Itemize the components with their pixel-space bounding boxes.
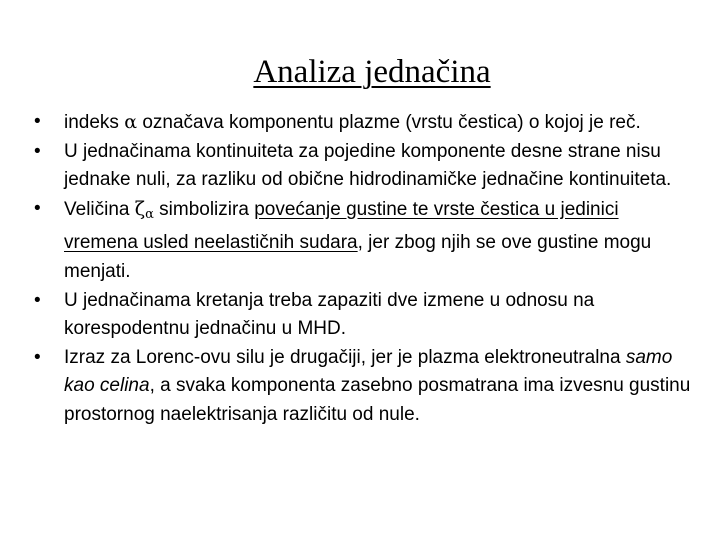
bullet-item-3 xyxy=(34,195,694,287)
bullet-dot: • xyxy=(34,111,41,132)
bullet-item-1 xyxy=(34,108,694,138)
bullet-dot: • xyxy=(34,197,41,219)
bullet-dot: • xyxy=(34,289,41,311)
bullet-text: , a svaka komponenta zasebno posmatrana ima izvesnu gustinu prostornog naelektrisanja različitu od nule. xyxy=(64,375,691,425)
slide-title: Analiza jednačina xyxy=(253,54,491,90)
bullet-dot: • xyxy=(34,140,41,162)
italic-phrase: samo kao celina xyxy=(64,346,673,397)
bullet-item-5 xyxy=(34,344,694,430)
greek-symbol-alpha: α xyxy=(124,111,138,133)
bullet-text: simbolizira xyxy=(153,198,255,220)
bullet-text: Izraz za Lorenc-ovu silu je drugačiji, jer je plazma elektroneutralna xyxy=(64,346,626,368)
greek-subscript-alpha: α xyxy=(145,206,154,222)
bullet-item-2 xyxy=(34,138,694,195)
greek-symbol-zeta: ζ xyxy=(134,197,146,220)
bullet-text: označava komponentu plazme (vrstu čestica) o kojoj je reč. xyxy=(137,112,641,133)
bullet-item-4 xyxy=(34,287,694,344)
bullet-text: U jednačinama kretanja treba zapaziti dve izmene u odnosu na korespodentnu jednačinu u MHD. xyxy=(64,289,595,340)
bullet-dot: • xyxy=(34,346,41,368)
bullet-text: U jednačinama kontinuiteta za pojedine komponente desne strane nisu jednake nuli, za razliku od obične hidrodinamičke jednačine kontinuiteta. xyxy=(64,140,672,191)
bullet-text: Veličina xyxy=(64,198,135,220)
underlined-phrase: povećanje gustine te vrste čestica u jedinici vremena usled neelastičnih sudara xyxy=(64,198,619,254)
bullet-text: indeks xyxy=(64,112,125,133)
bullet-list xyxy=(34,108,694,430)
bullet-text: , jer zbog njih se ove gustine mogu menjati. xyxy=(64,232,652,282)
